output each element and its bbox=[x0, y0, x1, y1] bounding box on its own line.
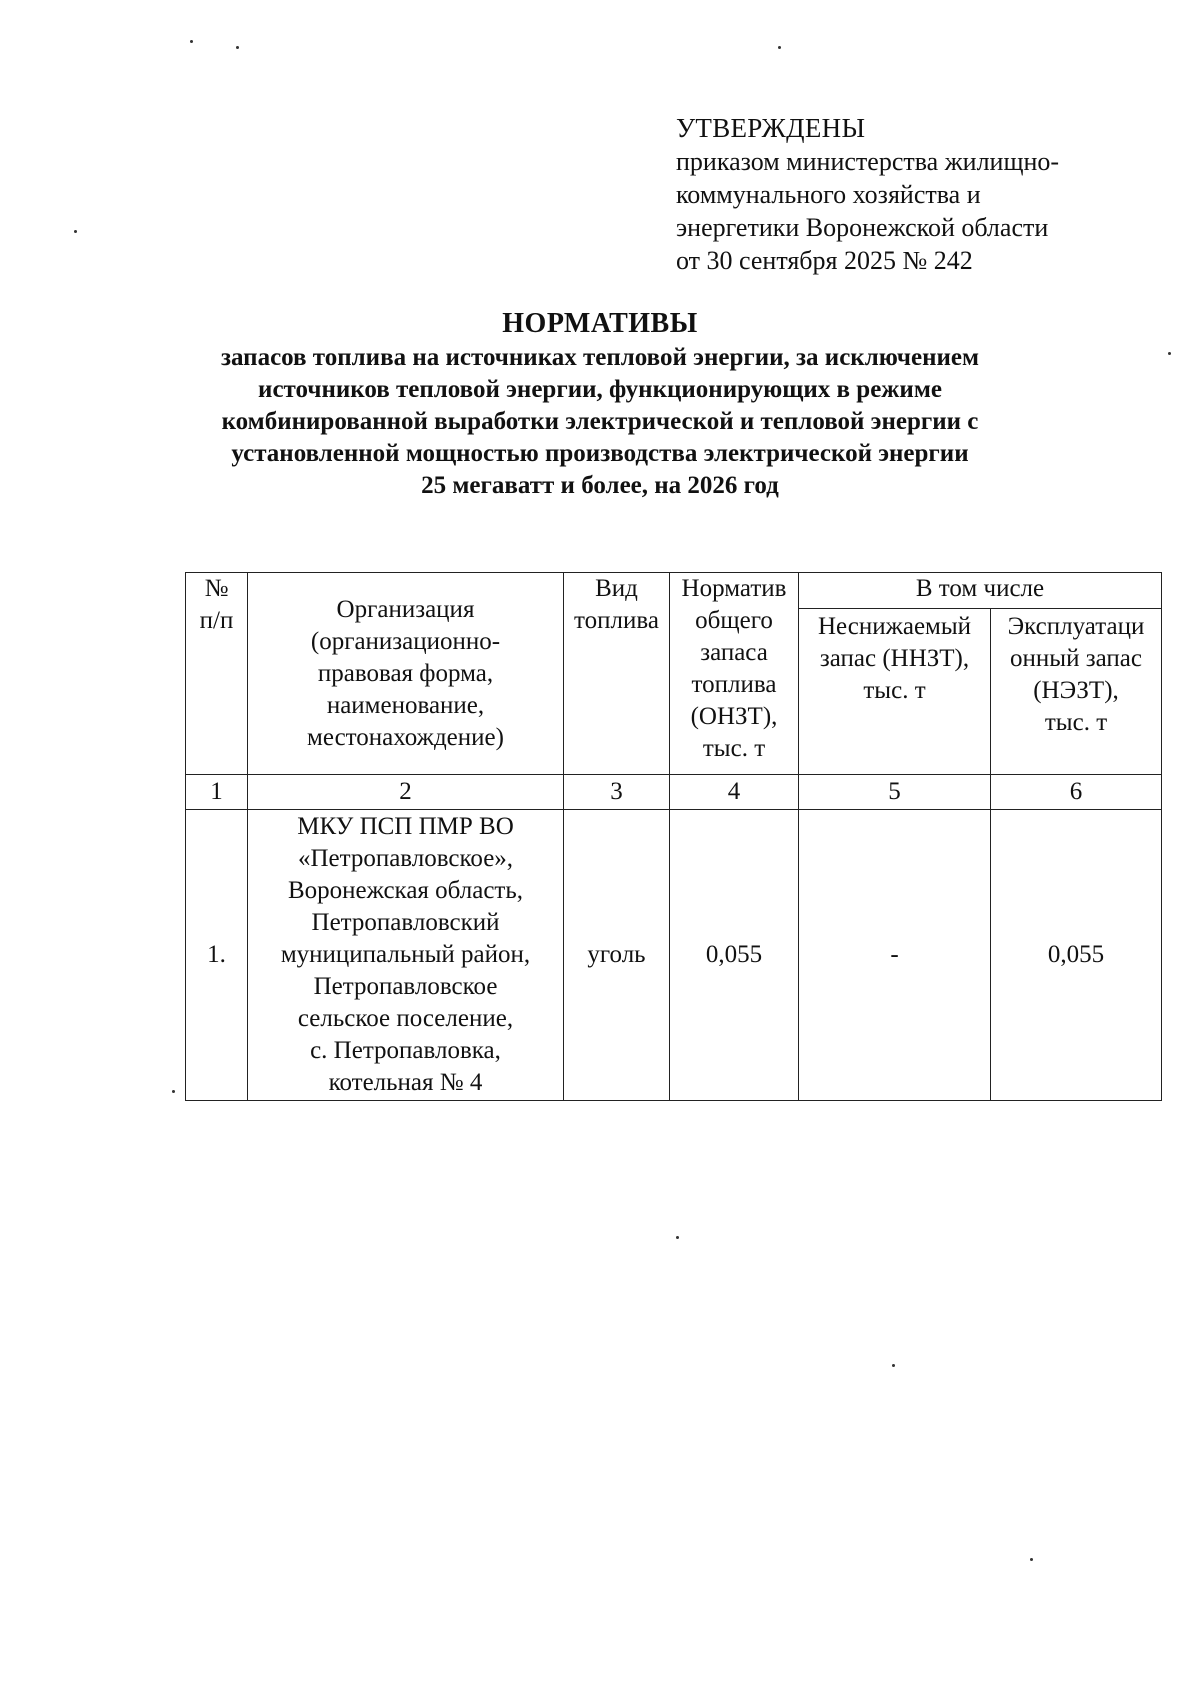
row-fuel-type: уголь bbox=[564, 810, 670, 1101]
org-line: Петропавловский bbox=[311, 909, 500, 936]
org-line: муниципальный район, bbox=[280, 941, 531, 968]
header-text: топлива bbox=[574, 607, 659, 634]
org-line: с. Петропавловка, bbox=[310, 1037, 501, 1064]
column-number: 5 bbox=[799, 775, 991, 810]
header-text: тыс. т bbox=[863, 677, 926, 704]
header-cell-nnzt bbox=[799, 609, 991, 775]
title-main: НОРМАТИВЫ bbox=[502, 308, 698, 339]
header-text: (организационно- bbox=[310, 627, 501, 655]
column-number: 6 bbox=[991, 775, 1162, 810]
row-organization bbox=[248, 810, 564, 1101]
row-nezt: 0,055 bbox=[991, 810, 1162, 1101]
header-text: тыс. т bbox=[702, 735, 766, 762]
org-line: котельная № 4 bbox=[328, 1069, 483, 1096]
scan-speck bbox=[1168, 352, 1171, 355]
header-cell-nezt bbox=[991, 609, 1162, 775]
header-cell-org bbox=[248, 573, 564, 775]
header-text: Организация bbox=[336, 595, 475, 623]
header-text: Вид bbox=[595, 575, 638, 602]
org-line: Воронежская область, bbox=[287, 877, 524, 904]
column-number: 3 bbox=[564, 775, 670, 810]
row-number: 1. bbox=[186, 810, 248, 1101]
table-row bbox=[186, 810, 1162, 1101]
column-number: 1 bbox=[186, 775, 248, 810]
column-number: 2 bbox=[248, 775, 564, 810]
header-cell-norm bbox=[670, 573, 799, 775]
title-line: 25 мегаватт и более, на 2026 год bbox=[421, 472, 779, 499]
scan-speck bbox=[778, 46, 781, 49]
scan-speck bbox=[236, 46, 239, 49]
header-text: общего bbox=[695, 607, 773, 634]
header-row bbox=[186, 573, 1162, 609]
header-text: п/п bbox=[199, 607, 234, 634]
column-number-row bbox=[186, 775, 1162, 810]
header-text: № bbox=[204, 575, 229, 602]
row-nnzt: - bbox=[799, 810, 991, 1101]
header-text: правовая форма, bbox=[317, 659, 494, 687]
header-text: Норматив bbox=[681, 575, 787, 602]
title-line: установленной мощностью производства электрической энергии bbox=[231, 440, 969, 467]
approval-heading: УТВЕРЖДЕНЫ bbox=[676, 113, 866, 143]
header-cell-fuel bbox=[564, 573, 670, 775]
title-line: комбинированной выработки электрической и тепловой энергии с bbox=[221, 408, 979, 435]
header-text: онный запас bbox=[1010, 645, 1142, 672]
org-line: «Петропавловское», bbox=[297, 845, 514, 872]
approval-block bbox=[676, 112, 1136, 277]
scan-speck bbox=[892, 1364, 895, 1367]
header-cell-including: В том числе bbox=[799, 573, 1162, 609]
title-line: запасов топлива на источниках тепловой энергии, за исключением bbox=[220, 344, 980, 371]
org-line: Петропавловское bbox=[313, 973, 498, 1000]
approval-line: энергетики Воронежской области bbox=[676, 213, 1049, 242]
header-text: запас (ННЗТ), bbox=[819, 645, 970, 672]
approval-line: коммунального хозяйства и bbox=[676, 180, 981, 209]
approval-line: приказом министерства жилищно- bbox=[676, 147, 1060, 176]
scan-speck bbox=[172, 1090, 175, 1093]
scan-speck bbox=[190, 40, 193, 43]
document-title bbox=[180, 306, 1020, 502]
scan-speck bbox=[1030, 1558, 1033, 1561]
norms-table bbox=[185, 572, 1162, 1101]
scan-speck bbox=[74, 230, 77, 233]
header-text: Неснижаемый bbox=[817, 613, 972, 640]
header-text: местонахождение) bbox=[307, 723, 504, 751]
org-line: МКУ ПСП ПМР ВО bbox=[297, 813, 514, 840]
org-line: сельское поселение, bbox=[297, 1005, 514, 1032]
approval-line: от 30 сентября 2025 № 242 bbox=[676, 246, 973, 275]
title-line: источников тепловой энергии, функционирующих в режиме bbox=[258, 376, 942, 403]
column-number: 4 bbox=[670, 775, 799, 810]
header-text: Эксплуатаци bbox=[1007, 613, 1145, 640]
header-text: запаса bbox=[700, 639, 768, 666]
header-text: (НЭЗТ), bbox=[1033, 677, 1119, 704]
header-cell-num bbox=[186, 573, 248, 775]
scan-speck bbox=[676, 1236, 679, 1239]
header-text: топлива bbox=[691, 671, 777, 698]
header-text: (ОНЗТ), bbox=[690, 703, 778, 730]
row-norm-total: 0,055 bbox=[670, 810, 799, 1101]
header-text: тыс. т bbox=[1044, 709, 1108, 736]
header-text: наименование, bbox=[326, 691, 485, 719]
